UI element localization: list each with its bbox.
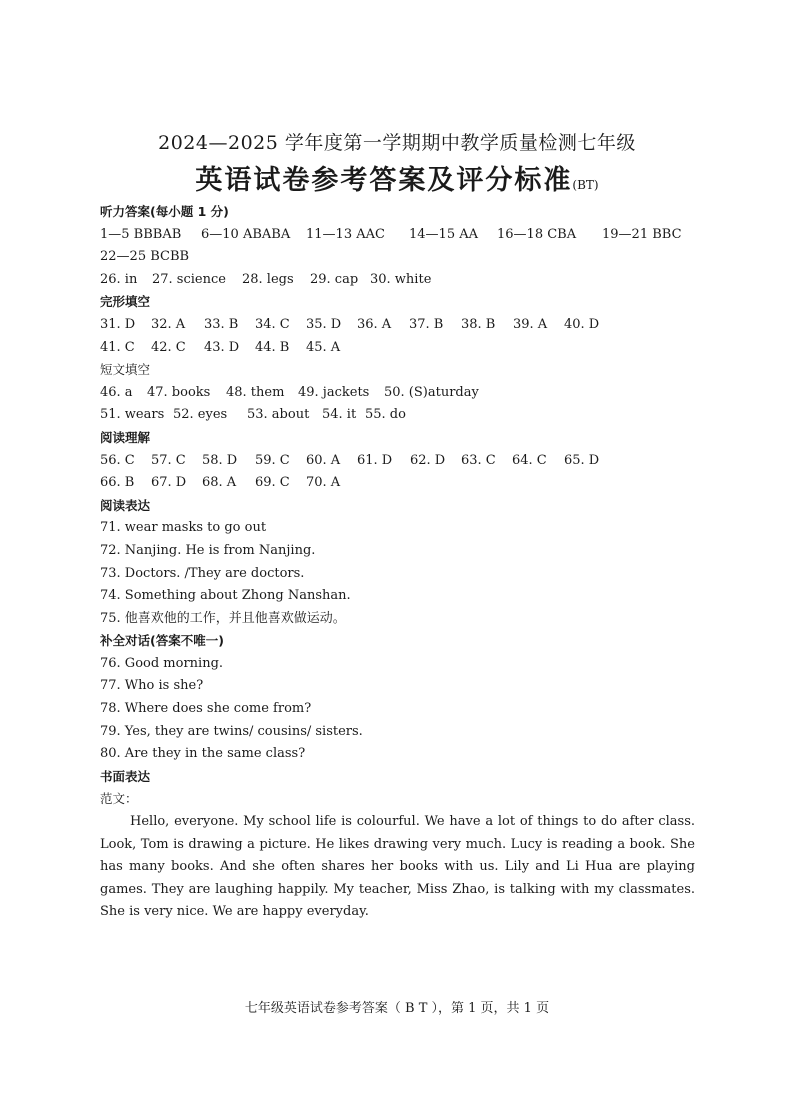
- answer-item: 22—25 BCBB: [100, 249, 190, 265]
- answer-row-listening-3: [100, 269, 700, 292]
- answer-item: 31. D: [100, 316, 136, 332]
- answer-item: 58. D: [202, 452, 238, 468]
- answer-item: 50. (S)aturday: [384, 384, 479, 400]
- answer-line: 79. Yes, they are twins/ cousins/ sisters.: [100, 723, 363, 739]
- answer-item: 67. D: [151, 475, 187, 491]
- answer-row-cloze-2: [100, 337, 700, 360]
- answer-item: 40. D: [564, 316, 600, 332]
- page-footer: 七年级英语试卷参考答案（ B T ），第 1 页，共 1 页: [244, 1001, 550, 1016]
- answer-line: 72. Nanjing. He is from Nanjing.: [100, 542, 316, 558]
- answer-item: 54. it: [322, 407, 357, 423]
- answer-row-listening-2: [100, 246, 700, 269]
- answer-line: 80. Are they in the same class?: [100, 746, 306, 762]
- answer-item: 47. books: [147, 384, 211, 400]
- answer-item: 14—15 AA: [409, 226, 478, 242]
- answer-line: 73. Doctors. /They are doctors.: [100, 565, 305, 581]
- sample-essay-label: 范文：: [100, 791, 138, 807]
- section-heading-reading: 阅读理解: [100, 429, 151, 445]
- answer-line: 71. wear masks to go out: [100, 520, 267, 536]
- answer-row-cloze-1: [100, 314, 700, 337]
- answer-item: 70. A: [306, 475, 341, 491]
- answer-line: 77. Who is she?: [100, 678, 204, 694]
- exam-title: 2024—2025 学年度第一学期期中教学质量检测七年级: [158, 132, 636, 154]
- answer-item: 62. D: [410, 452, 446, 468]
- answer-item: 32. A: [151, 316, 186, 332]
- section-heading-dialogue: 补全对话(答案不唯一): [100, 633, 224, 649]
- section-heading-cloze: 完形填空: [100, 294, 151, 310]
- sample-essay: Hello, everyone. My school life is colourful. We have a lot of things to do after class. Look, Tom is drawing a picture. He likes drawing very much. Lucy is reading a book. She has many books. And she often shares her books with us. Lily and Li Hua are playing games. They are laughing happily. My teacher, Miss Zhao, is talking with my classmates. She is very nice. We are happy everyday.: [100, 814, 695, 920]
- answer-item: 33. B: [204, 316, 239, 332]
- answer-item: 68. A: [202, 475, 237, 491]
- answer-item: 37. B: [409, 316, 444, 332]
- answer-item: 36. A: [357, 316, 392, 332]
- answer-item: 29. cap: [310, 271, 359, 287]
- answer-item: 60. A: [306, 452, 341, 468]
- section-heading-short-passage: 短文填空: [100, 362, 151, 378]
- answer-item: 34. C: [255, 316, 290, 332]
- answer-item: 44. B: [255, 339, 290, 355]
- answer-item: 49. jackets: [298, 384, 370, 400]
- section-heading-listening: 听力答案(每小题 1 分): [100, 204, 229, 219]
- answer-item: 19—21 BBC: [602, 226, 682, 242]
- answer-item: 46. a: [100, 384, 133, 400]
- answer-item: 65. D: [564, 452, 600, 468]
- answer-item: 39. A: [513, 316, 548, 332]
- answer-item: 63. C: [461, 452, 496, 468]
- answer-item: 11—13 AAC: [306, 226, 385, 242]
- answer-item: 64. C: [512, 452, 547, 468]
- answer-row-listening-1: [100, 224, 700, 247]
- answer-line: 76. Good morning.: [100, 655, 224, 671]
- answer-line: 74. Something about Zhong Nanshan.: [100, 588, 351, 604]
- answer-item: 59. C: [255, 452, 290, 468]
- answer-item: 35. D: [306, 316, 342, 332]
- answer-item: 48. them: [226, 384, 285, 400]
- answer-item: 6—10 ABABA: [201, 226, 291, 242]
- answer-item: 51. wears: [100, 407, 165, 423]
- answer-item: 16—18 CBA: [497, 226, 577, 242]
- answer-item: 43. D: [204, 339, 240, 355]
- answer-item: 42. C: [151, 339, 186, 355]
- document-title-text: 英语试卷参考答案及评分标准: [195, 165, 573, 196]
- answer-item: 52. eyes: [173, 407, 228, 423]
- answer-item: 69. C: [255, 475, 290, 491]
- answer-item: 56. C: [100, 452, 135, 468]
- answer-row-short-passage-1: [100, 382, 700, 405]
- answer-item: 41. C: [100, 339, 135, 355]
- answer-item: 45. A: [306, 339, 341, 355]
- section-heading-writing: 书面表达: [100, 768, 151, 784]
- answer-row-reading-1: [100, 450, 700, 473]
- answer-row-short-passage-2: [100, 404, 700, 427]
- answer-item: 55. do: [365, 407, 406, 423]
- answer-row-reading-2: [100, 472, 700, 495]
- answer-item: 27. science: [152, 271, 226, 287]
- answer-content: [100, 201, 700, 924]
- answer-item: 30. white: [370, 271, 432, 287]
- section-heading-reading-expression: 阅读表达: [100, 497, 151, 513]
- answer-item: 57. C: [151, 452, 186, 468]
- document-title-suffix: (BT): [572, 178, 599, 192]
- answer-item: 1—5 BBBAB: [100, 226, 182, 242]
- answer-line: 75. 他喜欢他的工作，并且他喜欢做运动。: [100, 610, 346, 626]
- answer-item: 66. B: [100, 475, 135, 491]
- answer-item: 61. D: [357, 452, 393, 468]
- answer-item: 26. in: [100, 271, 138, 287]
- document-title: [0, 158, 794, 197]
- answer-line: 78. Where does she come from?: [100, 701, 312, 717]
- answer-item: 53. about: [247, 407, 310, 423]
- answer-item: 38. B: [461, 316, 496, 332]
- answer-item: 28. legs: [242, 271, 294, 287]
